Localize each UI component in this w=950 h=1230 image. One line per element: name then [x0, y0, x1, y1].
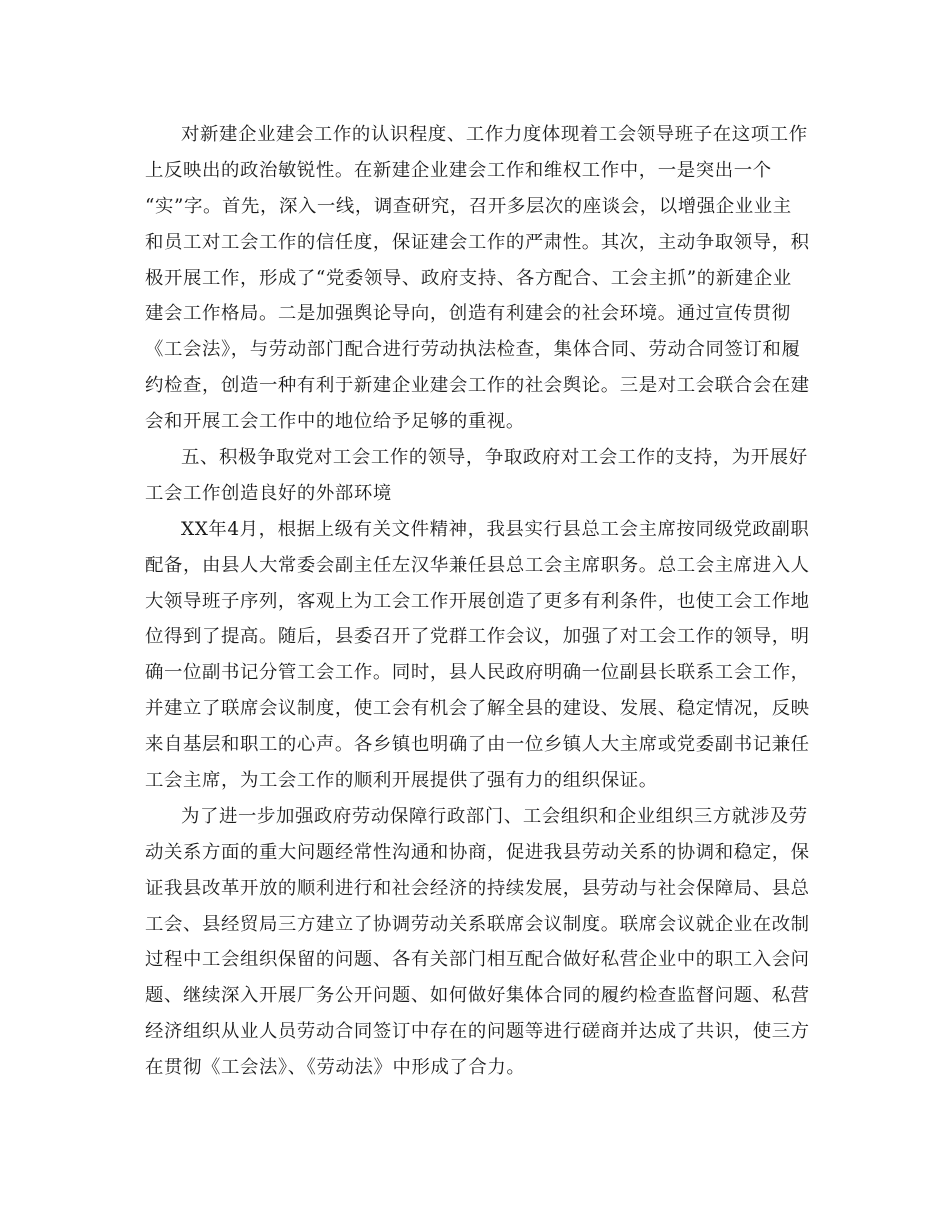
text-line: 和员工对工会工作的信任度，保证建会工作的严肃性。其次，主动争取领导，积 [145, 231, 810, 253]
text-line: 确一位副书记分管工会工作。同时，县人民政府明确一位副县长联系工会工作， [145, 662, 810, 684]
text-line: 《工会法》，与劳动部门配合进行劳动执法检查，集体合同、劳动合同签订和履 [145, 339, 801, 361]
text-line: 五、积极争取党对工会工作的领导，争取政府对工会工作的支持，为开展好 [181, 447, 808, 469]
text-line: 工会、县经贸局三方建立了协调劳动关系联席会议制度。联席会议就企业在改制 [145, 913, 810, 935]
text-line: 动关系方面的重大问题经常性沟通和协商，促进我县劳动关系的协调和稳定，保 [145, 841, 810, 863]
text-line: 对新建企业建会工作的认识程度、工作力度体现着工会领导班子在这项工作 [181, 124, 808, 145]
text-line: 证我县改革开放的顺利进行和社会经济的持续发展，县劳动与社会保障局、县总 [145, 877, 810, 899]
text-line: 工会主席，为工会工作的顺利开展提供了强有力的组织保证。 [145, 770, 658, 792]
text-line: 工会工作创造良好的外部环境 [145, 482, 392, 504]
text-line: 并建立了联席会议制度，使工会有机会了解全县的建设、发展、稳定情况，反映 [145, 698, 810, 720]
text-line: 经济组织从业人员劳动合同签订中存在的问题等进行磋商并达成了共识，使三方 [145, 1021, 810, 1043]
text-line: “实”字。首先，深入一线，调查研究，召开多层次的座谈会，以增强企业业主 [145, 195, 792, 217]
text-line: 建会工作格局。二是加强舆论导向，创造有利建会的社会环境。通过宣传贯彻 [145, 303, 791, 325]
text-line: XX年4月，根据上级有关文件精神，我县实行县总工会主席按同级党政副职 [181, 518, 810, 540]
text-line: 约检查，创造一种有利于新建企业建会工作的社会舆论。三是对工会联合会在建 [145, 375, 810, 397]
document-body [145, 117, 810, 1086]
text-line: 大领导班子序列，客观上为工会工作开展创造了更多有利条件，也使工会工作地 [145, 590, 810, 612]
text-line: 为了进一步加强政府劳动保障行政部门、工会组织和企业组织三方就涉及劳 [181, 805, 808, 827]
text-line: 题、继续深入开展厂务公开问题、如何做好集体合同的履约检查监督问题、私营 [145, 985, 810, 1007]
text-line: 极开展工作，形成了“党委领导、政府支持、各方配合、工会主抓”的新建企业 [145, 267, 792, 289]
text-line: 配备，由县人大常委会副主任左汉华兼任县总工会主席职务。总工会主席进入人 [145, 554, 810, 576]
text-line: 位得到了提高。随后，县委召开了党群工作会议，加强了对工会工作的领导，明 [145, 626, 810, 648]
text-line: 会和开展工会工作中的地位给予足够的重视。 [145, 411, 525, 433]
text-line: 在贯彻《工会法》、《劳动法》中形成了合力。 [145, 1057, 526, 1079]
text-line: 过程中工会组织保留的问题、各有关部门相互配合做好私营企业中的职工入会问 [145, 949, 810, 971]
text-line: 来自基层和职工的心声。各乡镇也明确了由一位乡镇人大主席或党委副书记兼任 [145, 734, 810, 756]
text-line: 上反映出的政治敏锐性。在新建企业建会工作和维权工作中，一是突出一个 [145, 159, 772, 181]
